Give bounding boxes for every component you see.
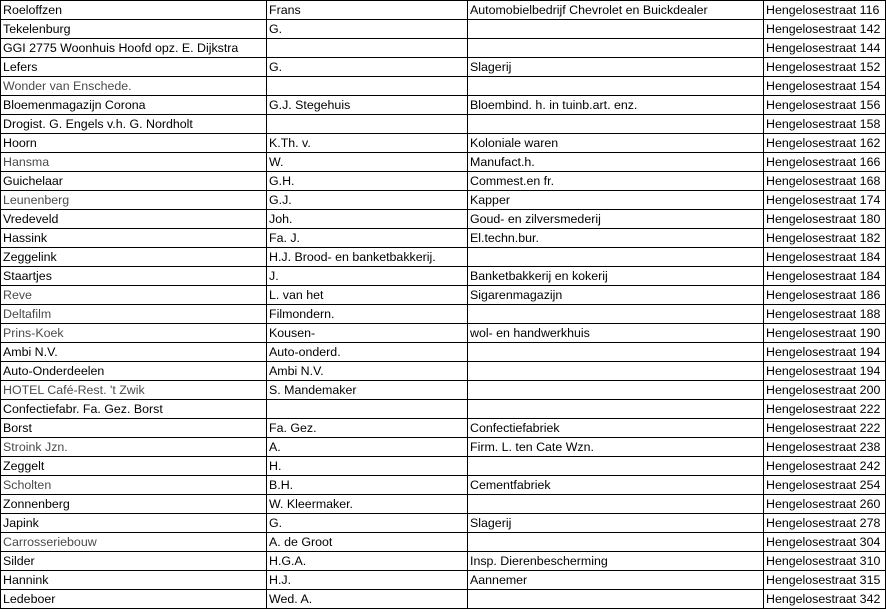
business-cell[interactable] bbox=[468, 495, 764, 514]
initials-cell[interactable]: S. Mandemaker bbox=[267, 381, 468, 400]
table-row bbox=[1, 495, 886, 514]
table-row bbox=[1, 381, 886, 400]
table-row bbox=[1, 20, 886, 39]
initials-cell[interactable]: W. Kleermaker. bbox=[267, 495, 468, 514]
initials-cell[interactable]: Kousen- bbox=[267, 324, 468, 343]
business-cell[interactable]: Cementfabriek bbox=[468, 476, 764, 495]
name-cell[interactable]: Hansma bbox=[1, 153, 267, 172]
initials-cell[interactable]: G.J. Stegehuis bbox=[267, 96, 468, 115]
initials-cell[interactable]: Filmondern. bbox=[267, 305, 468, 324]
table-row bbox=[1, 286, 886, 305]
name-cell[interactable]: Ambi N.V. bbox=[1, 343, 267, 362]
address-cell[interactable]: Hengelosestraat 186 bbox=[764, 286, 886, 305]
business-cell[interactable] bbox=[468, 115, 764, 134]
table-row bbox=[1, 476, 886, 495]
name-cell[interactable]: Deltafilm bbox=[1, 305, 267, 324]
initials-cell[interactable]: H.G.A. bbox=[267, 552, 468, 571]
name-cell[interactable]: Lefers bbox=[1, 58, 267, 77]
table-row bbox=[1, 438, 886, 457]
initials-cell[interactable]: G. bbox=[267, 20, 468, 39]
initials-cell[interactable]: Fa. Gez. bbox=[267, 419, 468, 438]
business-cell[interactable]: Goud- en zilversmederij bbox=[468, 210, 764, 229]
name-cell[interactable]: Roeloffzen bbox=[1, 1, 267, 20]
table-row bbox=[1, 552, 886, 571]
business-cell[interactable] bbox=[468, 20, 764, 39]
initials-cell[interactable] bbox=[267, 400, 468, 419]
address-cell[interactable]: Hengelosestraat 144 bbox=[764, 39, 886, 58]
business-cell[interactable]: El.techn.bur. bbox=[468, 229, 764, 248]
business-cell[interactable] bbox=[468, 248, 764, 267]
address-cell[interactable]: Hengelosestraat 152 bbox=[764, 58, 886, 77]
table-row bbox=[1, 533, 886, 552]
initials-cell[interactable]: Fa. J. bbox=[267, 229, 468, 248]
business-cell[interactable]: Automobielbedrijf Chevrolet en Buickdealer bbox=[468, 1, 764, 20]
address-cell[interactable]: Hengelosestraat 238 bbox=[764, 438, 886, 457]
name-cell[interactable]: Confectiefabr. Fa. Gez. Borst bbox=[1, 400, 267, 419]
table-body bbox=[1, 1, 886, 609]
address-cell[interactable]: Hengelosestraat 200 bbox=[764, 381, 886, 400]
business-cell[interactable] bbox=[468, 39, 764, 58]
business-cell[interactable]: Slagerij bbox=[468, 514, 764, 533]
address-cell[interactable]: Hengelosestraat 222 bbox=[764, 419, 886, 438]
initials-cell[interactable]: H.J. bbox=[267, 571, 468, 590]
business-cell[interactable] bbox=[468, 305, 764, 324]
table-row bbox=[1, 115, 886, 134]
name-cell[interactable]: Bloemenmagazijn Corona bbox=[1, 96, 267, 115]
initials-cell[interactable]: Joh. bbox=[267, 210, 468, 229]
name-cell[interactable]: Zonnenberg bbox=[1, 495, 267, 514]
business-cell[interactable]: Kapper bbox=[468, 191, 764, 210]
address-cell[interactable]: Hengelosestraat 180 bbox=[764, 210, 886, 229]
address-cell[interactable]: Hengelosestraat 242 bbox=[764, 457, 886, 476]
name-cell[interactable]: Borst bbox=[1, 419, 267, 438]
business-cell[interactable] bbox=[468, 381, 764, 400]
table-row bbox=[1, 248, 886, 267]
name-cell[interactable]: HOTEL Café-Rest. 't Zwik bbox=[1, 381, 267, 400]
initials-cell[interactable]: Frans bbox=[267, 1, 468, 20]
address-cell[interactable]: Hengelosestraat 184 bbox=[764, 267, 886, 286]
address-cell[interactable]: Hengelosestraat 260 bbox=[764, 495, 886, 514]
initials-cell[interactable]: H. bbox=[267, 457, 468, 476]
name-cell[interactable]: Silder bbox=[1, 552, 267, 571]
address-cell[interactable]: Hengelosestraat 158 bbox=[764, 115, 886, 134]
address-cell[interactable]: Hengelosestraat 174 bbox=[764, 191, 886, 210]
address-cell[interactable]: Hengelosestraat 184 bbox=[764, 248, 886, 267]
name-cell[interactable]: Hoorn bbox=[1, 134, 267, 153]
name-cell[interactable]: Ledeboer bbox=[1, 590, 267, 609]
table-row bbox=[1, 96, 886, 115]
table-row bbox=[1, 229, 886, 248]
table-row bbox=[1, 153, 886, 172]
table-row bbox=[1, 1, 886, 20]
initials-cell[interactable]: Wed. A. bbox=[267, 590, 468, 609]
initials-cell[interactable]: G. bbox=[267, 514, 468, 533]
address-cell[interactable]: Hengelosestraat 254 bbox=[764, 476, 886, 495]
table-row bbox=[1, 191, 886, 210]
table-row bbox=[1, 210, 886, 229]
address-cell[interactable]: Hengelosestraat 116 bbox=[764, 1, 886, 20]
address-cell[interactable]: Hengelosestraat 188 bbox=[764, 305, 886, 324]
name-cell[interactable]: Prins-Koek bbox=[1, 324, 267, 343]
table-row bbox=[1, 571, 886, 590]
business-cell[interactable]: Firm. L. ten Cate Wzn. bbox=[468, 438, 764, 457]
initials-cell[interactable]: G.H. bbox=[267, 172, 468, 191]
initials-cell[interactable]: K.Th. v. bbox=[267, 134, 468, 153]
address-cell[interactable]: Hengelosestraat 304 bbox=[764, 533, 886, 552]
name-cell[interactable]: Wonder van Enschede. bbox=[1, 77, 267, 96]
address-cell[interactable]: Hengelosestraat 168 bbox=[764, 172, 886, 191]
address-cell[interactable]: Hengelosestraat 342 bbox=[764, 590, 886, 609]
table-row bbox=[1, 305, 886, 324]
initials-cell[interactable]: G. bbox=[267, 58, 468, 77]
business-cell[interactable]: Commest.en fr. bbox=[468, 172, 764, 191]
address-cell[interactable]: Hengelosestraat 310 bbox=[764, 552, 886, 571]
name-cell[interactable]: Zeggelt bbox=[1, 457, 267, 476]
name-cell[interactable]: Leunenberg bbox=[1, 191, 267, 210]
initials-cell[interactable] bbox=[267, 115, 468, 134]
address-cell[interactable]: Hengelosestraat 190 bbox=[764, 324, 886, 343]
address-cell[interactable]: Hengelosestraat 154 bbox=[764, 77, 886, 96]
name-cell[interactable]: GGI 2775 Woonhuis Hoofd opz. E. Dijkstra bbox=[1, 39, 267, 58]
business-cell[interactable]: Banketbakkerij en kokerij bbox=[468, 267, 764, 286]
table-row bbox=[1, 400, 886, 419]
initials-cell[interactable]: A. de Groot bbox=[267, 533, 468, 552]
business-cell[interactable]: Confectiefabriek bbox=[468, 419, 764, 438]
name-cell[interactable]: Zeggelink bbox=[1, 248, 267, 267]
initials-cell[interactable]: J. bbox=[267, 267, 468, 286]
business-cell[interactable] bbox=[468, 457, 764, 476]
address-cell[interactable]: Hengelosestraat 156 bbox=[764, 96, 886, 115]
address-cell[interactable]: Hengelosestraat 162 bbox=[764, 134, 886, 153]
initials-cell[interactable]: H.J. Brood- en banketbakkerij. bbox=[267, 248, 468, 267]
business-cell[interactable] bbox=[468, 343, 764, 362]
table-row bbox=[1, 172, 886, 191]
name-cell[interactable]: Japink bbox=[1, 514, 267, 533]
business-cell[interactable]: Aannemer bbox=[468, 571, 764, 590]
initials-cell[interactable]: B.H. bbox=[267, 476, 468, 495]
table-row bbox=[1, 362, 886, 381]
table-row bbox=[1, 77, 886, 96]
name-cell[interactable]: Auto-Onderdeelen bbox=[1, 362, 267, 381]
table-row bbox=[1, 39, 886, 58]
name-cell[interactable]: Tekelenburg bbox=[1, 20, 267, 39]
initials-cell[interactable]: Auto-onderd. bbox=[267, 343, 468, 362]
name-cell[interactable]: Hassink bbox=[1, 229, 267, 248]
address-cell[interactable]: Hengelosestraat 142 bbox=[764, 20, 886, 39]
business-cell[interactable]: Koloniale waren bbox=[468, 134, 764, 153]
name-cell[interactable]: Hannink bbox=[1, 571, 267, 590]
name-cell[interactable]: Scholten bbox=[1, 476, 267, 495]
table-row bbox=[1, 58, 886, 77]
table-row bbox=[1, 419, 886, 438]
business-cell[interactable] bbox=[468, 533, 764, 552]
name-cell[interactable]: Vredeveld bbox=[1, 210, 267, 229]
address-cell[interactable]: Hengelosestraat 315 bbox=[764, 571, 886, 590]
table-row bbox=[1, 457, 886, 476]
business-cell[interactable]: Manufact.h. bbox=[468, 153, 764, 172]
address-cell[interactable]: Hengelosestraat 278 bbox=[764, 514, 886, 533]
initials-cell[interactable] bbox=[267, 77, 468, 96]
name-cell[interactable]: Guichelaar bbox=[1, 172, 267, 191]
table-row bbox=[1, 267, 886, 286]
address-cell[interactable]: Hengelosestraat 194 bbox=[764, 343, 886, 362]
address-cell[interactable]: Hengelosestraat 194 bbox=[764, 362, 886, 381]
table-row bbox=[1, 324, 886, 343]
table-row bbox=[1, 134, 886, 153]
initials-cell[interactable]: G.J. bbox=[267, 191, 468, 210]
business-cell[interactable]: wol- en handwerkhuis bbox=[468, 324, 764, 343]
table-row bbox=[1, 514, 886, 533]
business-cell[interactable] bbox=[468, 590, 764, 609]
name-cell[interactable]: Carrosseriebouw bbox=[1, 533, 267, 552]
name-cell[interactable]: Stroink Jzn. bbox=[1, 438, 267, 457]
name-cell[interactable]: Drogist. G. Engels v.h. G. Nordholt bbox=[1, 115, 267, 134]
name-cell[interactable]: Reve bbox=[1, 286, 267, 305]
business-cell[interactable] bbox=[468, 400, 764, 419]
initials-cell[interactable]: L. van het bbox=[267, 286, 468, 305]
business-cell[interactable] bbox=[468, 362, 764, 381]
initials-cell[interactable]: A. bbox=[267, 438, 468, 457]
address-cell[interactable]: Hengelosestraat 166 bbox=[764, 153, 886, 172]
business-cell[interactable]: Sigarenmagazijn bbox=[468, 286, 764, 305]
initials-cell[interactable]: Ambi N.V. bbox=[267, 362, 468, 381]
name-cell[interactable]: Staartjes bbox=[1, 267, 267, 286]
table-row bbox=[1, 343, 886, 362]
business-cell[interactable]: Bloembind. h. in tuinb.art. enz. bbox=[468, 96, 764, 115]
address-cell[interactable]: Hengelosestraat 222 bbox=[764, 400, 886, 419]
initials-cell[interactable] bbox=[267, 39, 468, 58]
business-cell[interactable]: Insp. Dierenbescherming bbox=[468, 552, 764, 571]
table-row bbox=[1, 590, 886, 609]
business-cell[interactable]: Slagerij bbox=[468, 58, 764, 77]
address-cell[interactable]: Hengelosestraat 182 bbox=[764, 229, 886, 248]
business-cell[interactable] bbox=[468, 77, 764, 96]
initials-cell[interactable]: W. bbox=[267, 153, 468, 172]
